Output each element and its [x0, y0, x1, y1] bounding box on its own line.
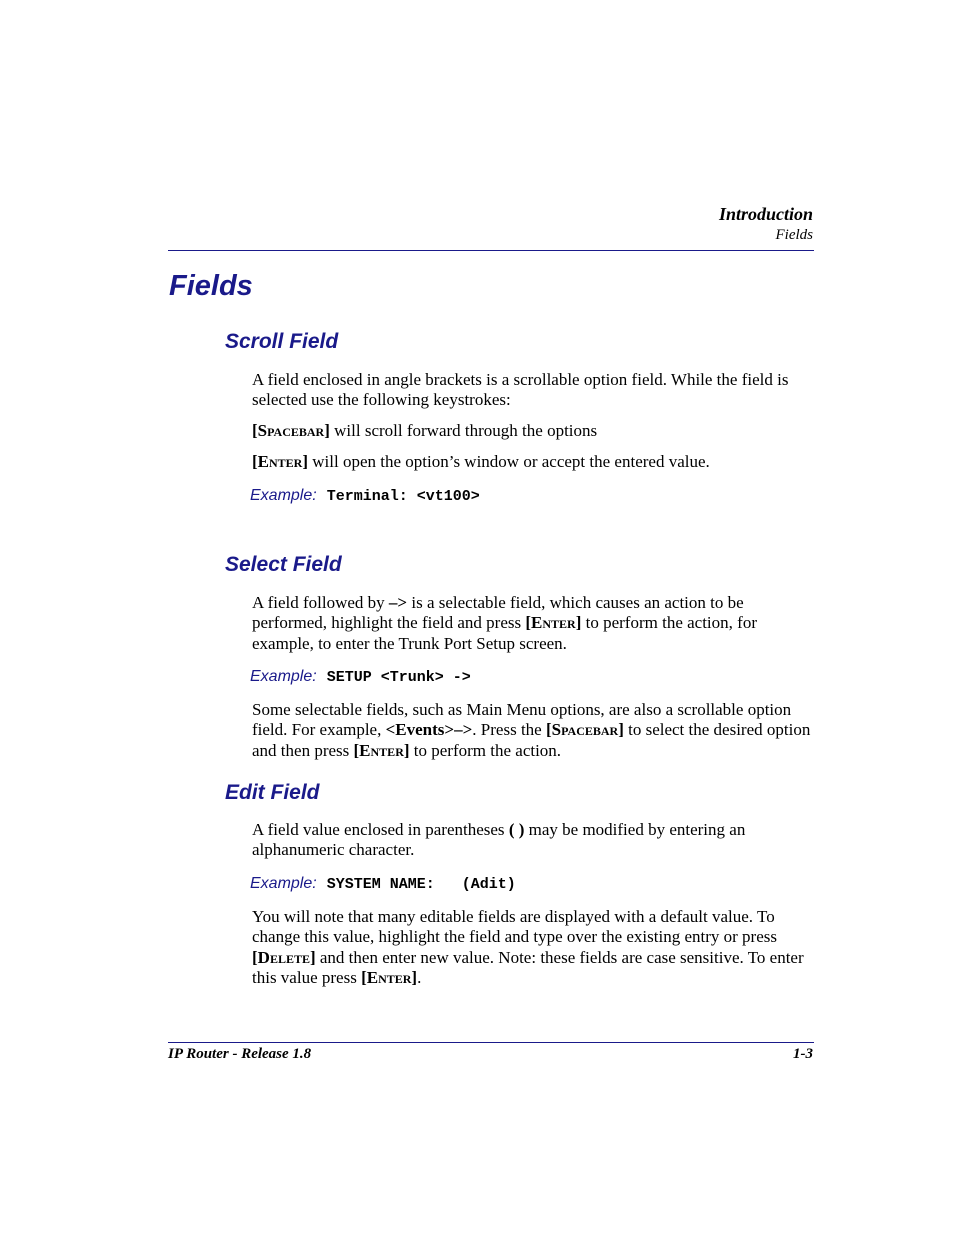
- enter-line: [252, 452, 817, 472]
- example-code: Terminal: <vt100>: [326, 488, 480, 505]
- spacebar-key: [Spacebar]: [545, 720, 624, 740]
- select-example: [250, 668, 471, 690]
- text-run: .: [417, 967, 422, 987]
- example-code: SYSTEM NAME: (Adit): [326, 876, 516, 893]
- footer-product: IP Router - Release 1.8: [168, 1046, 312, 1062]
- edit-field-heading: Edit Field: [225, 781, 320, 804]
- text-run: to perform the action, for example, to enter the Trunk Port Setup screen.: [252, 613, 757, 653]
- select-field-para-2: [252, 700, 817, 761]
- select-field-para-1: [252, 593, 817, 654]
- page-title: Fields: [169, 270, 253, 302]
- delete-key: [Delete]: [252, 947, 316, 967]
- parentheses-symbol: ( ): [508, 820, 525, 839]
- enter-key: [Enter]: [353, 740, 410, 760]
- arrow-symbol: –>: [388, 593, 408, 612]
- edit-example: [250, 875, 516, 897]
- text-run: A field followed by: [252, 593, 389, 612]
- spacebar-desc: will scroll forward through the options: [329, 421, 598, 440]
- scroll-example: [250, 487, 480, 509]
- edit-field-para-1: [252, 820, 817, 861]
- scroll-field-heading: Scroll Field: [225, 330, 339, 353]
- spacebar-key: [Spacebar]: [252, 421, 330, 440]
- enter-key: [Enter]: [361, 967, 418, 987]
- text-run: to select the desired option and then press: [252, 720, 811, 760]
- events-option: <Events>–>: [385, 720, 473, 740]
- edit-field-para-2: [252, 907, 817, 988]
- text-run: to perform the action.: [409, 740, 562, 760]
- text-run: may be modified by entering an alphanumeric character.: [252, 820, 746, 860]
- enter-desc: will open the option’s window or accept the entered value.: [308, 452, 710, 471]
- text-run: Some selectable fields, such as Main Menu options, are also a scrollable option field. For example,: [252, 700, 792, 740]
- header-rule: [168, 250, 814, 251]
- running-header-chapter: Introduction: [718, 204, 813, 224]
- scroll-field-intro: A field enclosed in angle brackets is a scrollable option field. While the field is selected use the following keystrokes:: [252, 370, 789, 410]
- text-run: . Press the: [472, 720, 546, 740]
- text-run: is a selectable field, which causes an action to be performed, highlight the field and press: [252, 593, 744, 633]
- enter-key: [Enter]: [252, 452, 309, 471]
- example-code: SETUP <Trunk> ->: [326, 669, 471, 686]
- example-label: Example:: [250, 875, 317, 892]
- running-header-section: Fields: [775, 227, 813, 243]
- select-field-heading: Select Field: [225, 553, 342, 576]
- footer-page-number: 1-3: [793, 1046, 813, 1062]
- enter-key: [Enter]: [525, 613, 582, 633]
- example-label: Example:: [250, 668, 317, 685]
- footer-rule: [168, 1042, 814, 1043]
- text-run: and then enter new value. Note: these fields are case sensitive. To enter this value press: [252, 947, 804, 987]
- text-run: A field value enclosed in parentheses: [252, 820, 509, 839]
- spacebar-line: [252, 421, 817, 441]
- example-label: Example:: [250, 487, 317, 504]
- text-run: You will note that many editable fields are displayed with a default value. To change this value, highlight the field and type over the existing entry or press: [252, 907, 777, 947]
